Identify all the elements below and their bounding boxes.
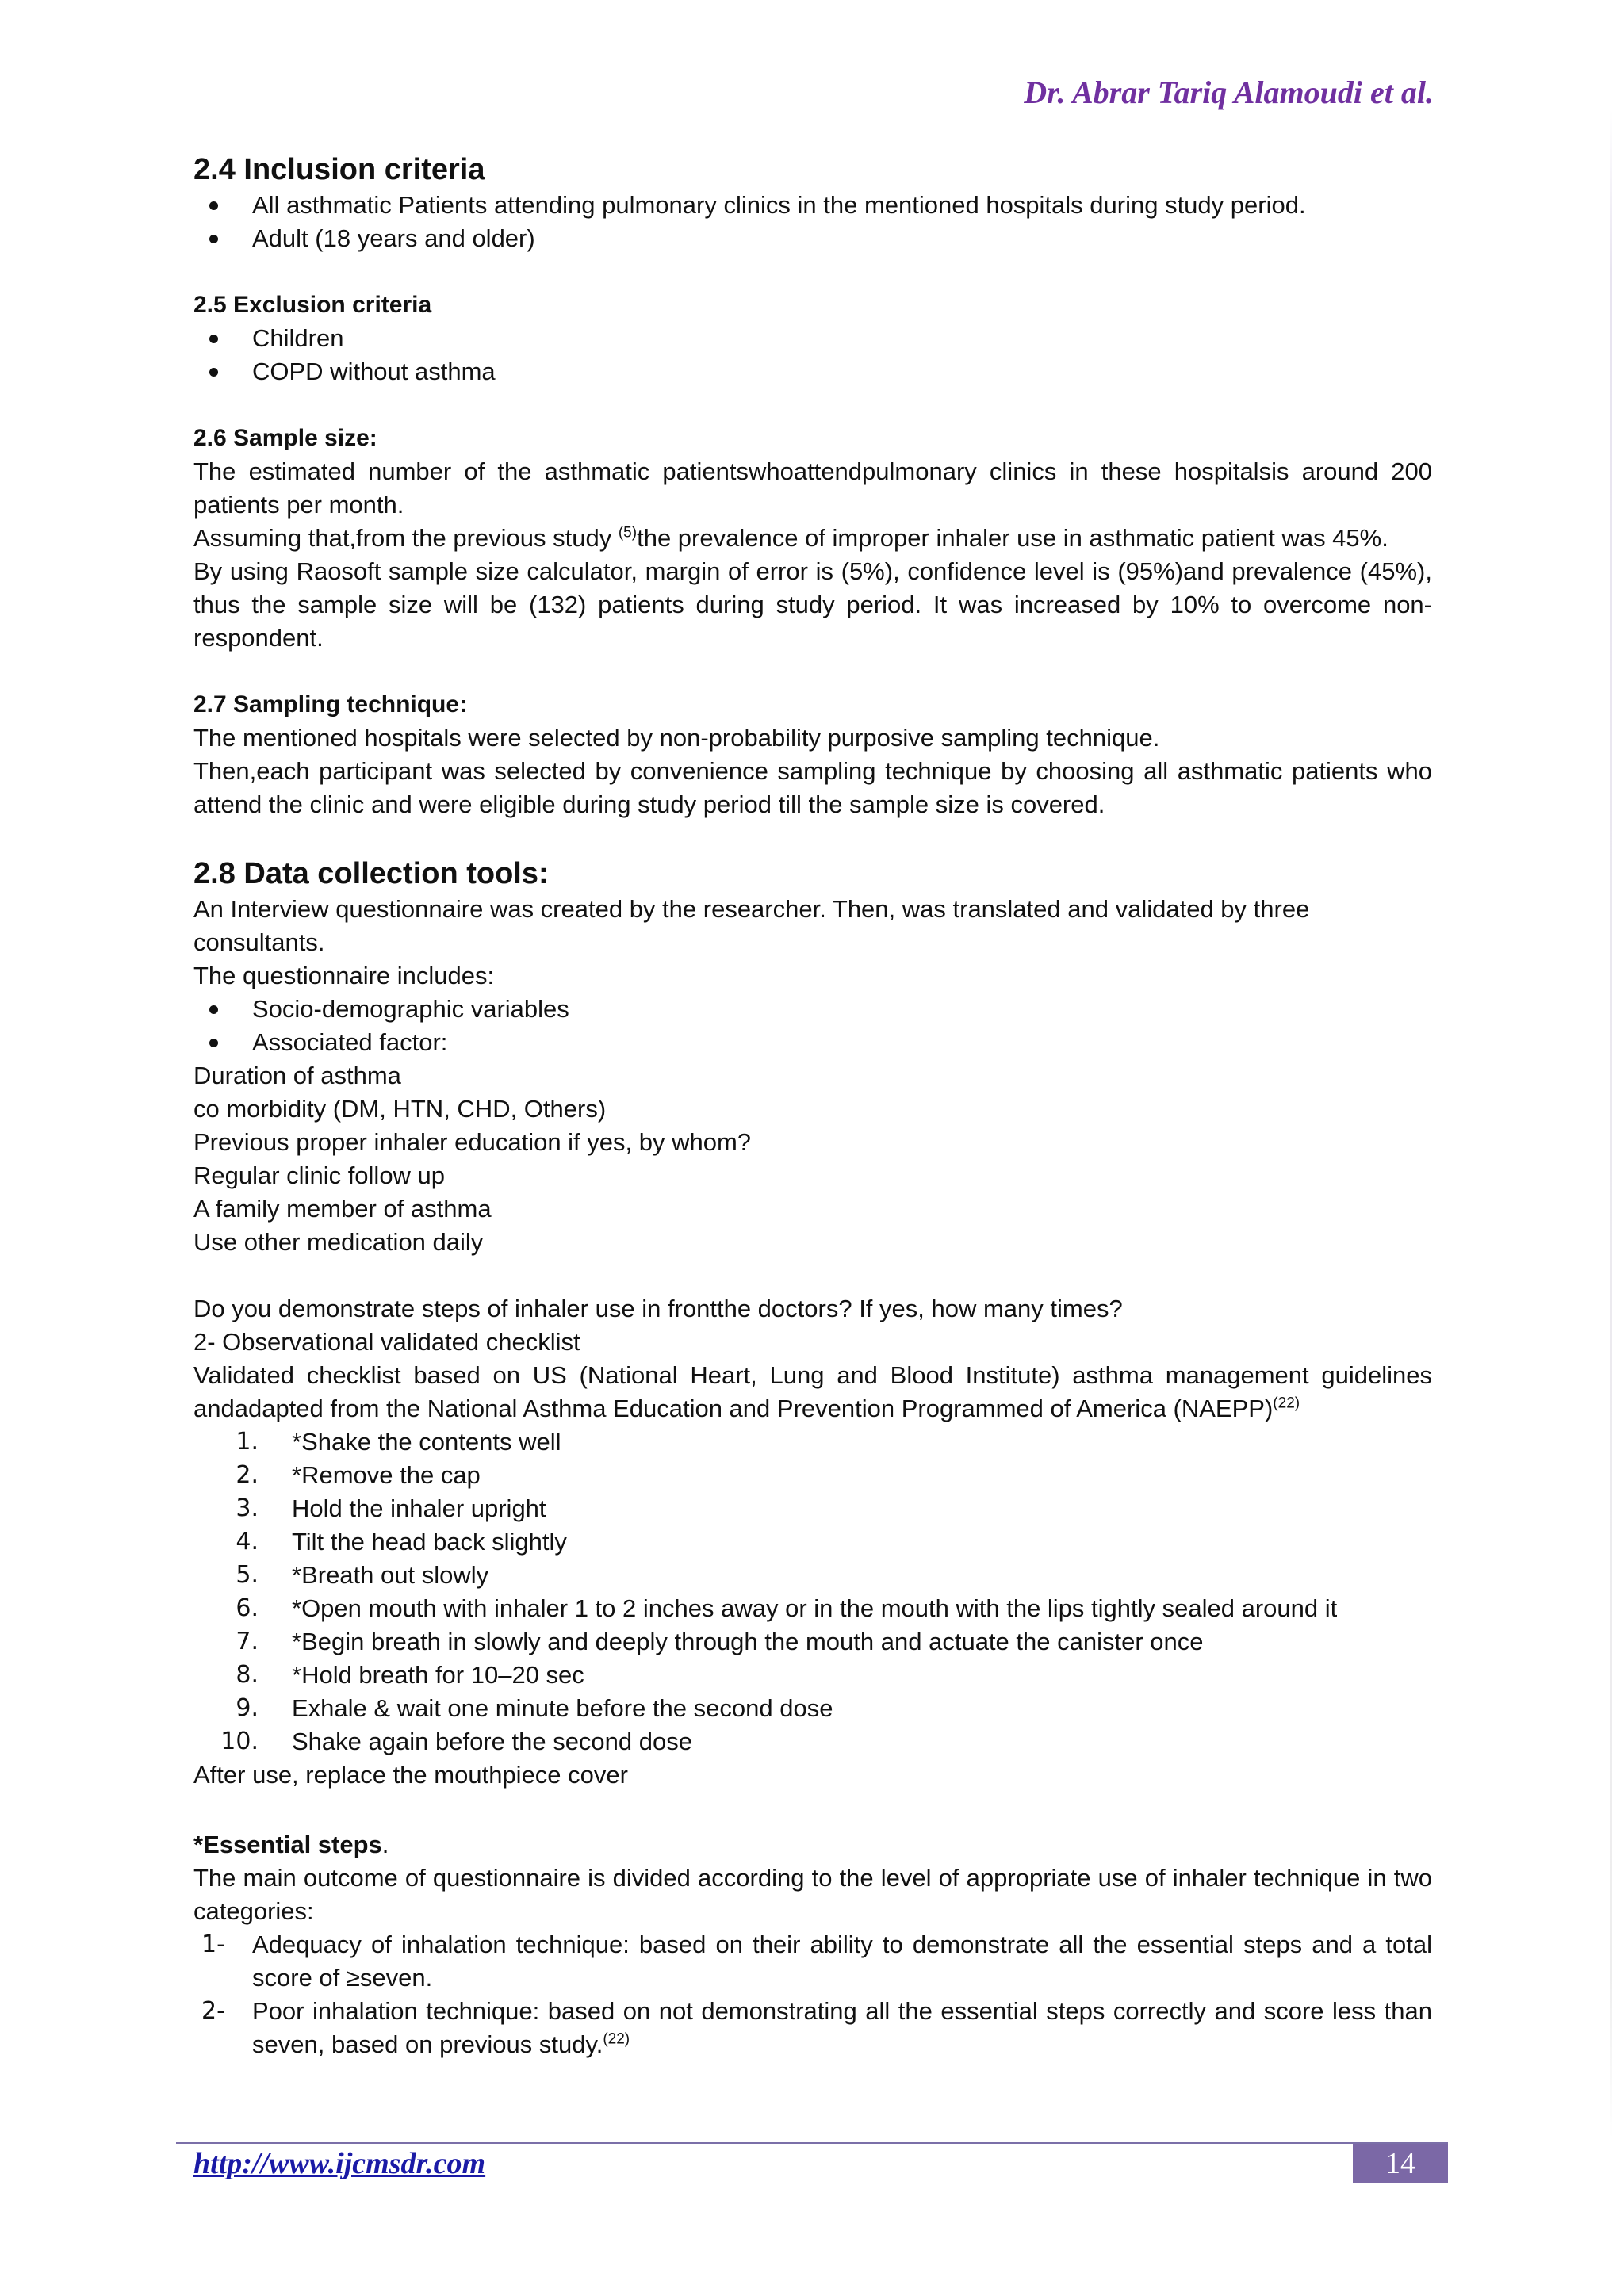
factor-line: Duration of asthma: [193, 1062, 401, 1089]
punctuation: .: [381, 1831, 389, 1858]
list-item: [193, 1559, 1432, 1592]
step-number: 4.: [236, 1528, 259, 1556]
sample-size-para-1: The estimated number of the asthmatic patientswhoattendpulmonary clinics in these hospitalsis around 200 patients per month.: [193, 457, 1432, 519]
factor-line: co morbidity (DM, HTN, CHD, Others): [193, 1095, 607, 1123]
exclusion-title: 2.5 Exclusion criteria: [193, 292, 432, 318]
list-item: Children: [193, 322, 1432, 355]
step-number: 7.: [236, 1628, 259, 1655]
para-text: the prevalence of improper inhaler use in asthmatic patient was 45%.: [637, 524, 1388, 552]
factor-line: Previous proper inhaler education if yes, by whom?: [193, 1128, 752, 1156]
sampling-para-1: The mentioned hospitals were selected by non-probability purposive sampling technique.: [193, 724, 1160, 752]
inclusion-title: 2.4 Inclusion criteria: [193, 153, 485, 186]
step-number: 3.: [236, 1494, 259, 1522]
after-use-note: After use, replace the mouthpiece cover: [193, 1761, 628, 1789]
list-item: [193, 1725, 1432, 1758]
factor-line: A family member of asthma: [193, 1195, 492, 1223]
journal-url-link[interactable]: http://www.ijcmsdr.com: [193, 2147, 486, 2180]
checklist-description: [193, 1359, 1432, 1425]
outcome-number: 2-: [201, 1997, 225, 2025]
inclusion-list: [193, 189, 1432, 255]
running-header-author: Dr. Abrar Tariq Alamoudi et al.: [1024, 75, 1434, 110]
demonstrate-question: Do you demonstrate steps of inhaler use in frontthe doctors? If yes, how many times?: [193, 1295, 1123, 1322]
list-item: [193, 1425, 1432, 1459]
step-text: *Remove the cap: [292, 1461, 481, 1489]
list-item: [193, 1995, 1432, 2061]
step-text: *Breath out slowly: [292, 1561, 489, 1589]
outcome-text: Poor inhalation technique: based on not demonstrating all the essential steps correctly and score less than seven, based on previous study.: [252, 1997, 1432, 2058]
step-number: 9.: [236, 1694, 259, 1722]
outcome-number: 1-: [201, 1931, 225, 1958]
outcome-intro: The main outcome of questionnaire is divided according to the level of appropriate use of inhaler technique in two categories:: [193, 1864, 1432, 1925]
step-number: 8.: [236, 1661, 259, 1689]
list-item: All asthmatic Patients attending pulmonary clinics in the mentioned hospitals during study period.: [193, 189, 1432, 222]
list-item: [193, 1625, 1432, 1659]
list-item: [193, 1692, 1432, 1725]
list-item: [193, 1492, 1432, 1525]
para-text: Assuming that,from the previous study: [193, 524, 619, 552]
sample-size-para-3: By using Raosoft sample size calculator, margin of error is (5%), confidence level is (95%)and prevalence (45%), thus the sample size will be (132) patients during study period. It was increased by 10% to overcome non-respondent.: [193, 557, 1432, 652]
outcome-list: [193, 1928, 1432, 2061]
list-item: [193, 1928, 1432, 1995]
citation-ref: (22): [603, 2030, 630, 2048]
step-text: *Hold breath for 10–20 sec: [292, 1661, 584, 1689]
essential-steps-label: *Essential steps: [193, 1831, 382, 1858]
step-number: 6.: [236, 1594, 259, 1622]
step-text: *Begin breath in slowly and deeply through the mouth and actuate the canister once: [292, 1628, 1204, 1655]
outcome-text: Adequacy of inhalation technique: based on their ability to demonstrate all the essential steps and a total score of ≥seven.: [252, 1931, 1432, 1992]
step-text: Exhale & wait one minute before the second dose: [292, 1694, 833, 1722]
step-text: Shake again before the second dose: [292, 1728, 692, 1755]
checklist-steps: [193, 1425, 1432, 1758]
sampling-para-2: Then,each participant was selected by convenience sampling technique by choosing all asthmatic patients who attend the clinic and were eligible during study period till the sample size is covered.: [193, 757, 1432, 818]
step-text: *Open mouth with inhaler 1 to 2 inches away or in the mouth with the lips tightly sealed around it: [292, 1594, 1338, 1622]
margin-rule: [1610, 109, 1612, 2139]
factor-line: Use other medication daily: [193, 1228, 484, 1256]
factor-line: Regular clinic follow up: [193, 1161, 446, 1189]
list-item: Socio-demographic variables: [193, 993, 1432, 1026]
step-text: Tilt the head back slightly: [292, 1528, 567, 1556]
tools-includes: The questionnaire includes:: [193, 962, 495, 989]
citation-ref: (5): [618, 524, 638, 541]
tools-bullets: [193, 993, 1432, 1059]
list-item: [193, 1659, 1432, 1692]
step-text: Hold the inhaler upright: [292, 1494, 546, 1522]
list-item: [193, 1525, 1432, 1559]
step-number: 2.: [236, 1461, 259, 1489]
footer-rule: [176, 2142, 1448, 2144]
sampling-title: 2.7 Sampling technique:: [193, 691, 468, 718]
sample-size-para-2: [193, 522, 1432, 555]
step-number: 10.: [220, 1728, 259, 1755]
step-text: *Shake the contents well: [292, 1428, 561, 1456]
page-number: 14: [1353, 2144, 1448, 2183]
citation-ref: (22): [1273, 1395, 1300, 1412]
exclusion-list: [193, 322, 1432, 388]
sample-size-title: 2.6 Sample size:: [193, 425, 377, 451]
list-item: [193, 1459, 1432, 1492]
list-item: [193, 1592, 1432, 1625]
tools-intro: An Interview questionnaire was created by the researcher. Then, was translated and validated by three consultants.: [193, 895, 1310, 956]
list-item: Associated factor:: [193, 1026, 1432, 1059]
checklist-title: 2- Observational validated checklist: [193, 1328, 580, 1356]
step-number: 5.: [236, 1561, 259, 1589]
page-content: [193, 151, 1432, 2061]
list-item: Adult (18 years and older): [193, 222, 1432, 255]
step-number: 1.: [236, 1428, 259, 1456]
essential-steps-note: [193, 1828, 1432, 1862]
tools-title: 2.8 Data collection tools:: [193, 857, 549, 890]
list-item: COPD without asthma: [193, 355, 1432, 388]
para-text: Validated checklist based on US (National Heart, Lung and Blood Institute) asthma management guidelines andadapted from the National Asthma Education and Prevention Programmed of America (NAEPP): [193, 1361, 1432, 1422]
